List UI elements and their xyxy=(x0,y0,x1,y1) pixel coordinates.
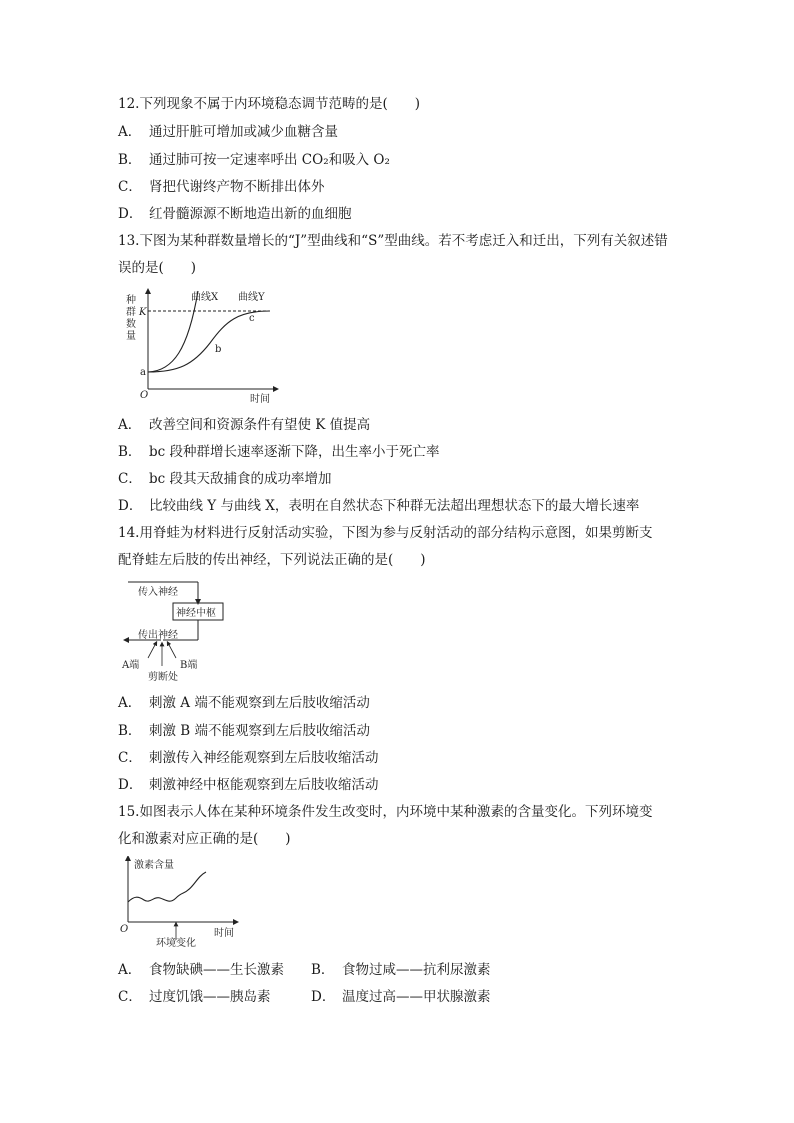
option-letter: C． xyxy=(118,989,142,1005)
arrow-a xyxy=(148,643,156,658)
end-a-label: A端 xyxy=(122,660,140,671)
option-a-text: 食物缺碘——生长激素 xyxy=(149,962,284,978)
option-text: 红骨髓源源不断地造出新的血细胞 xyxy=(149,206,352,222)
point-b-label: b xyxy=(215,344,222,355)
option-letter: C． xyxy=(118,471,142,487)
q13-stem-cont: 误的是( ) xyxy=(118,260,197,276)
option-letter: A． xyxy=(118,962,142,978)
center-label: 神经中枢 xyxy=(176,608,216,619)
option-letter: D． xyxy=(311,989,336,1005)
x-label: 时间 xyxy=(214,928,234,939)
option-text: 通过肺可按一定速率呼出 CO₂和吸入 O₂ xyxy=(149,152,390,168)
end-b-label: B端 xyxy=(180,660,198,671)
option-letter: A． xyxy=(118,695,142,711)
q12-option-b xyxy=(118,151,390,169)
curve-x-label: 曲线X xyxy=(191,292,219,303)
cut-label: 剪断处 xyxy=(148,672,178,683)
option-text: bc 段种群增长速率逐渐下降，出生率小于死亡率 xyxy=(149,444,440,460)
q13-stem: 13.下图为某种群数量增长的“J”型曲线和“S”型曲线。若不考虑迁入和迁出，下列有关叙述错 xyxy=(118,233,668,249)
option-b-text: 食物过咸——抗利尿激素 xyxy=(342,962,491,978)
q12-option-d xyxy=(118,205,352,223)
option-letter: D． xyxy=(118,206,143,222)
option-letter: B． xyxy=(118,152,142,168)
option-letter: A． xyxy=(118,124,142,140)
reflex-arc-figure xyxy=(118,578,233,683)
option-text: 刺激传入神经能观察到左后肢收缩活动 xyxy=(149,750,379,766)
point-c-label: c xyxy=(249,313,255,324)
option-c-text: 过度饥饿——胰岛素 xyxy=(149,989,271,1005)
q14-option-d xyxy=(118,776,379,794)
option-text: 刺激 B 端不能观察到左后肢收缩活动 xyxy=(149,723,371,739)
option-letter: A． xyxy=(118,417,142,433)
q14-option-a xyxy=(118,694,370,712)
y-label-2: 群 xyxy=(126,307,136,318)
curve-x xyxy=(148,291,198,372)
q15-options-row2 xyxy=(118,988,491,1006)
q15-options-row1 xyxy=(118,961,491,979)
option-letter: D． xyxy=(118,498,143,514)
hormone-curve xyxy=(128,872,206,902)
origin-label: O xyxy=(140,390,149,401)
point-a-label: a xyxy=(140,367,146,378)
option-letter: B． xyxy=(118,444,142,460)
option-text: 比较曲线 Y 与曲线 X，表明在自然状态下种群无法超出理想状态下的最大增长速率 xyxy=(149,498,640,514)
q12-stem: 12.下列现象不属于内环境稳态调节范畴的是( ) xyxy=(118,96,421,112)
option-text: 刺激神经中枢能观察到左后肢收缩活动 xyxy=(149,777,379,793)
y-label: 激素含量 xyxy=(134,860,174,871)
q13-option-d xyxy=(118,497,639,515)
option-letter: D． xyxy=(118,777,143,793)
afferent-label: 传入神经 xyxy=(138,587,178,598)
q15-stem: 15.如图表示人体在某种环境条件发生改变时，内环境中某种激素的含量变化。下列环境变 xyxy=(118,804,653,820)
efferent-label: 传出神经 xyxy=(138,630,178,641)
q14-stem: 14.用脊蛙为材料进行反射活动实验，下图为参与反射活动的部分结构示意图，如果剪断支 xyxy=(118,525,653,541)
q13-option-a xyxy=(118,416,370,434)
option-letter: B． xyxy=(118,723,142,739)
y-label-1: 种 xyxy=(126,295,136,306)
change-label: 环境变化 xyxy=(156,938,196,948)
curve-y-label: 曲线Y xyxy=(238,292,265,303)
q14-stem-cont: 配脊蛙左后肢的传出神经，下列说法正确的是( ) xyxy=(118,552,426,568)
q13-option-b xyxy=(118,443,440,461)
option-text: 通过肝脏可增加或减少血糖含量 xyxy=(149,124,338,140)
option-text: 肾把代谢终产物不断排出体外 xyxy=(149,179,325,195)
arrow-b xyxy=(168,643,176,658)
q14-option-b xyxy=(118,722,370,740)
y-label-3: 数 xyxy=(126,319,136,330)
option-text: 刺激 A 端不能观察到左后肢收缩活动 xyxy=(149,695,370,711)
k-label: K xyxy=(139,307,147,318)
option-d-text: 温度过高——甲状腺激素 xyxy=(342,989,491,1005)
x-label: 时间 xyxy=(250,394,270,403)
y-label-4: 量 xyxy=(126,331,136,342)
origin-label: O xyxy=(120,924,129,935)
q15-stem-cont: 化和激素对应正确的是( ) xyxy=(118,831,291,847)
option-letter: C． xyxy=(118,179,142,195)
q13-option-c xyxy=(118,470,332,488)
hormone-level-figure xyxy=(118,856,240,948)
option-text: 改善空间和资源条件有望使 K 值提高 xyxy=(149,417,371,433)
population-growth-figure xyxy=(118,285,286,403)
q12-option-c xyxy=(118,178,325,196)
q14-option-c xyxy=(118,749,379,767)
q12-option-a xyxy=(118,123,338,141)
option-text: bc 段其天敌捕食的成功率增加 xyxy=(149,471,332,487)
option-letter: C． xyxy=(118,750,142,766)
option-letter: B． xyxy=(311,962,335,978)
